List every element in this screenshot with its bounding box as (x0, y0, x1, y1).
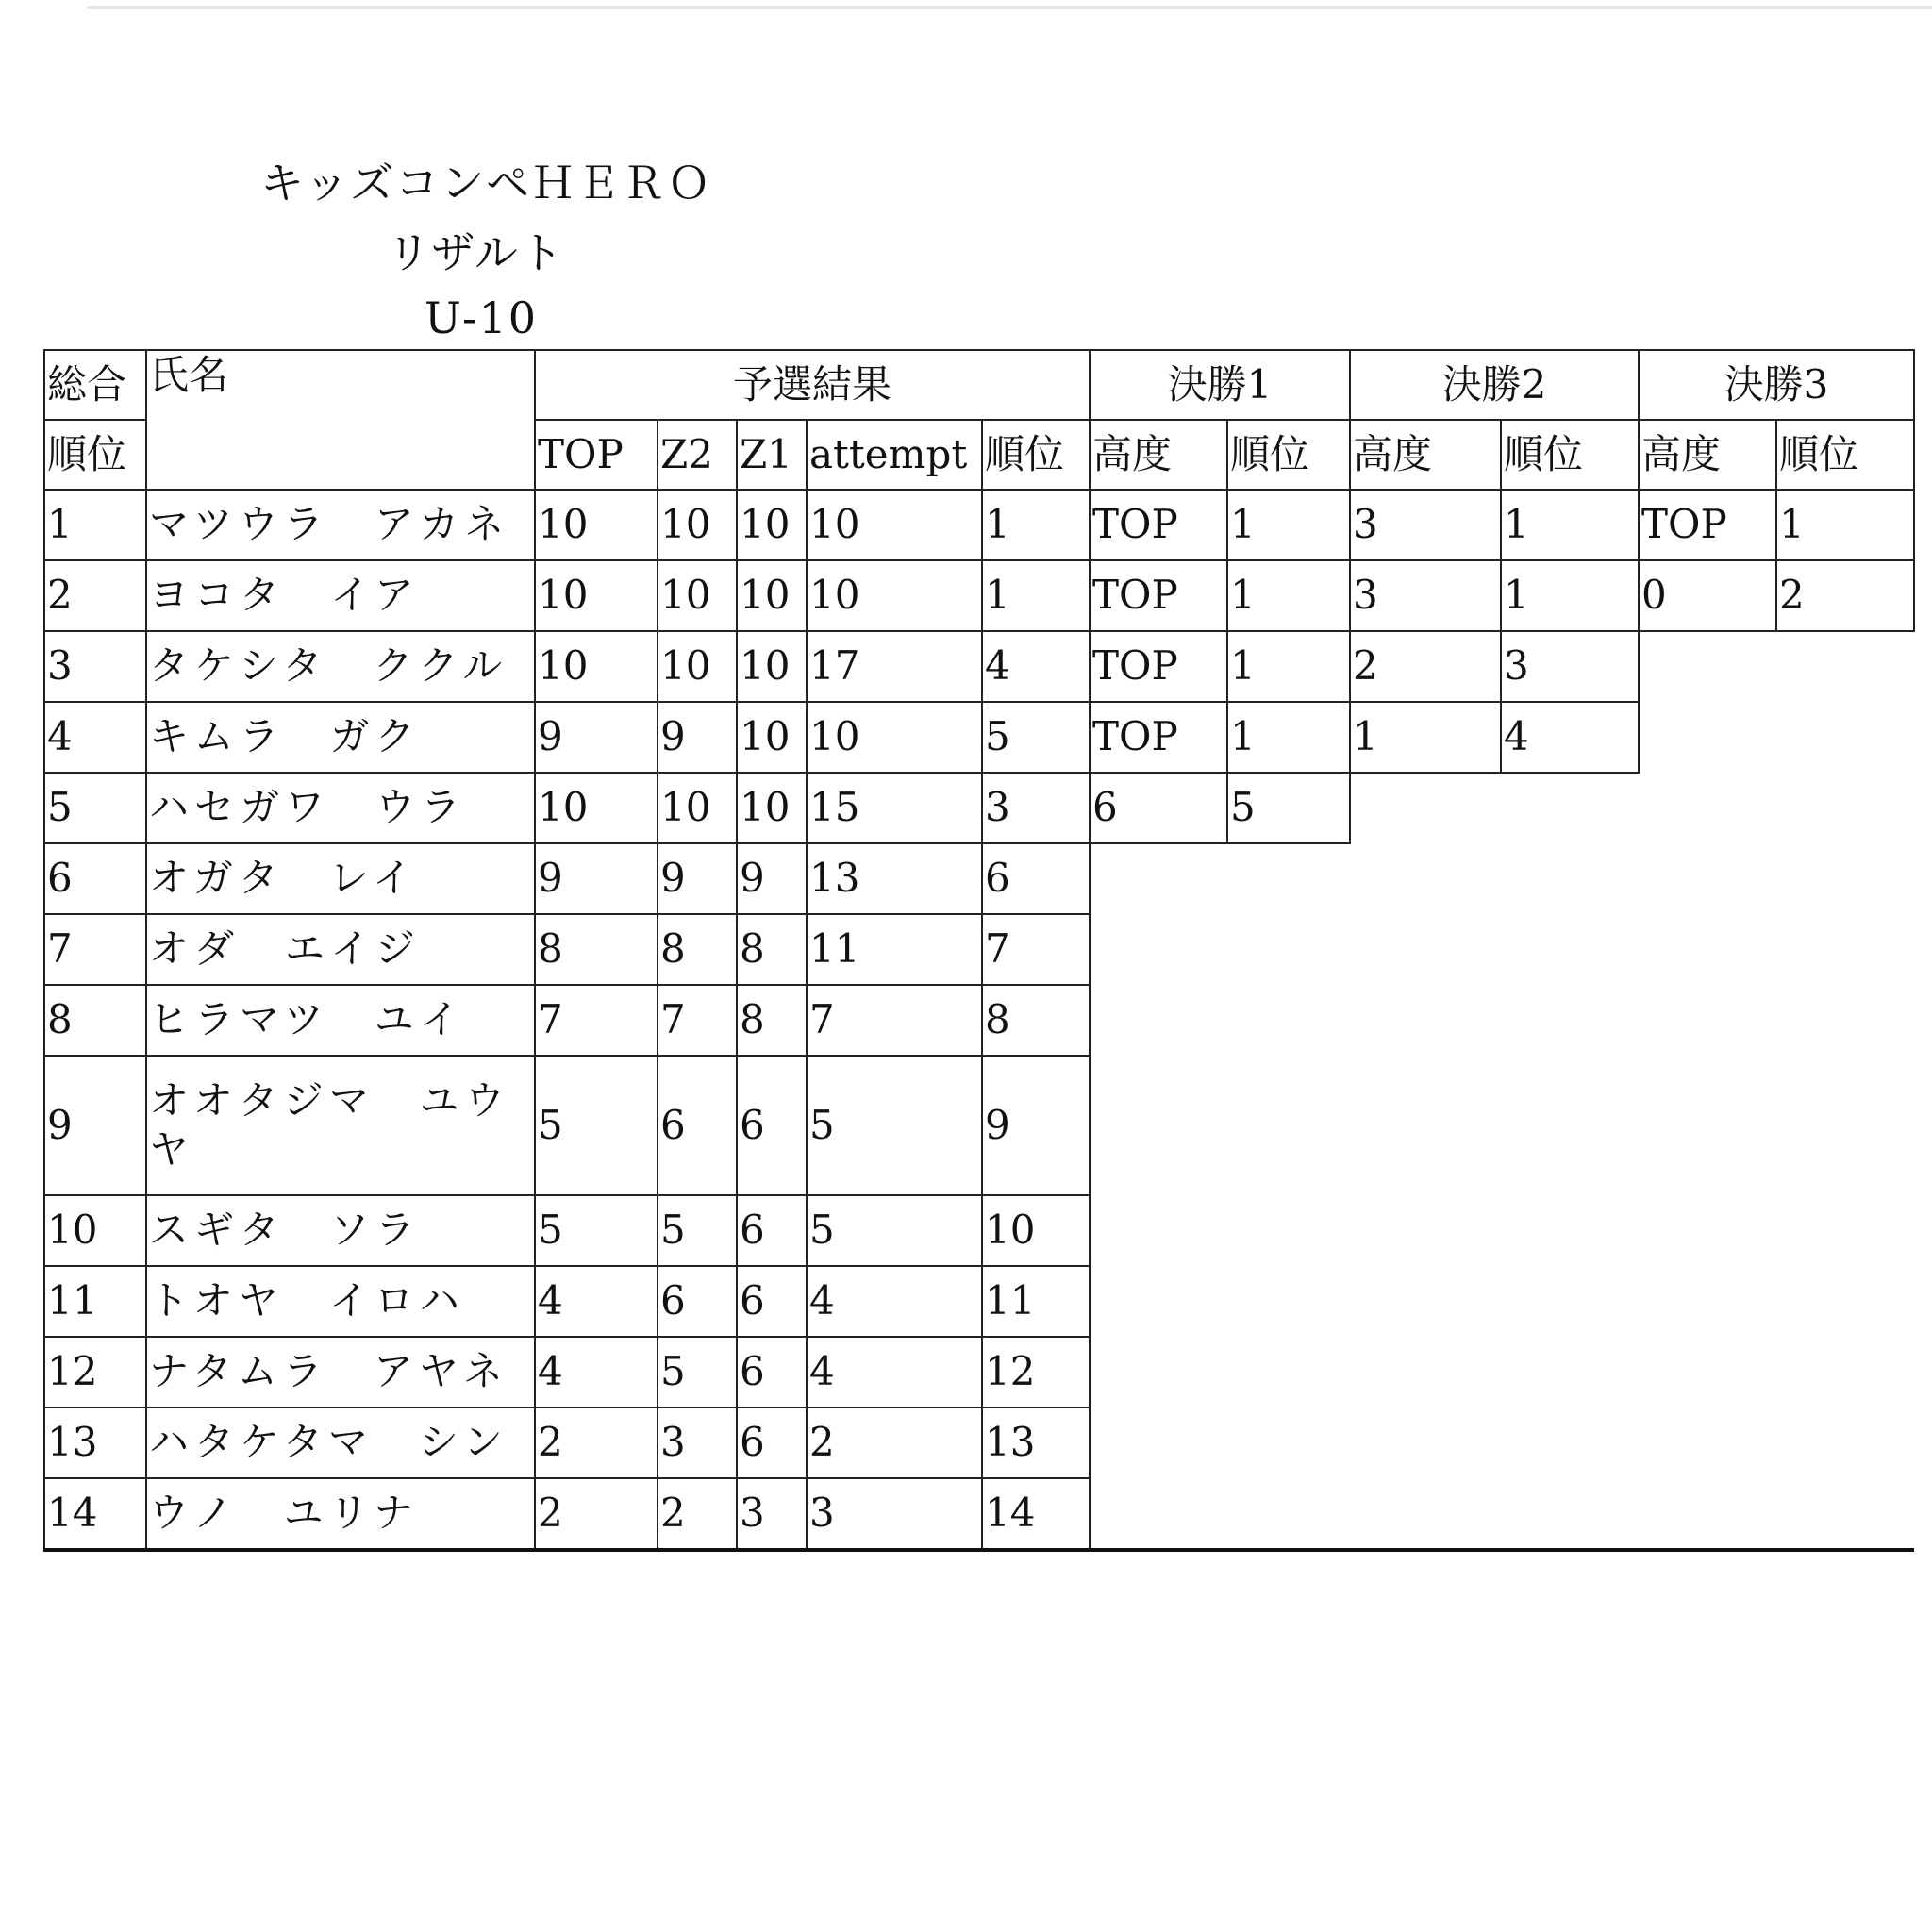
athlete-name-cell: トオヤ イロハ (146, 1266, 535, 1337)
z1-cell: 6 (737, 1195, 807, 1266)
z1-cell: 3 (737, 1478, 807, 1550)
final3-rank-cell: 1 (1776, 490, 1914, 560)
top-cell: 10 (535, 490, 658, 560)
attempt-cell: 7 (807, 985, 982, 1056)
qualifier-rank-cell: 5 (982, 702, 1090, 773)
z2-cell: 9 (658, 843, 737, 914)
z1-cell: 9 (737, 843, 807, 914)
top-cell: 10 (535, 560, 658, 631)
final3-header: 決勝3 (1639, 350, 1914, 420)
athlete-name-cell: オガタ レイ (146, 843, 535, 914)
overall-rank-cell: 7 (44, 914, 146, 985)
overall-rank-cell: 10 (44, 1195, 146, 1266)
z2-cell: 8 (658, 914, 737, 985)
athlete-name-cell: ハタケタマ シン (146, 1407, 535, 1478)
top-cell: 4 (535, 1337, 658, 1407)
final2-height-cell: 3 (1350, 490, 1501, 560)
final3-height-cell: 0 (1639, 560, 1776, 631)
z1-cell: 8 (737, 985, 807, 1056)
z2-cell: 5 (658, 1337, 737, 1407)
qualifier-rank-cell: 10 (982, 1195, 1090, 1266)
final1-rank-cell: 1 (1227, 560, 1350, 631)
z2-cell: 10 (658, 490, 737, 560)
final1-height-cell: TOP (1090, 631, 1227, 702)
z1-cell: 6 (737, 1266, 807, 1337)
z1-cell: 6 (737, 1337, 807, 1407)
qualifier-rank-cell: 1 (982, 490, 1090, 560)
overall-rank-cell: 4 (44, 702, 146, 773)
empty-cell (1090, 843, 1914, 914)
z2-header: Z2 (658, 420, 737, 490)
qualifier-rank-cell: 4 (982, 631, 1090, 702)
qualifier-header: 予選結果 (535, 350, 1090, 420)
final1-height-header: 高度 (1090, 420, 1227, 490)
name-header: 氏名 (146, 350, 535, 490)
attempt-cell: 5 (807, 1056, 982, 1195)
top-cell: 2 (535, 1478, 658, 1550)
qualifier-rank-cell: 12 (982, 1337, 1090, 1407)
qualifier-rank-header: 順位 (982, 420, 1090, 490)
z1-cell: 6 (737, 1056, 807, 1195)
athlete-name-cell: ヨコタ イア (146, 560, 535, 631)
empty-cell (1090, 914, 1914, 985)
z2-cell: 10 (658, 773, 737, 843)
attempt-cell: 15 (807, 773, 982, 843)
athlete-name-cell: ハセガワ ウラ (146, 773, 535, 843)
empty-cell (1090, 1407, 1914, 1478)
top-cell: 10 (535, 631, 658, 702)
final2-height-cell: 1 (1350, 702, 1501, 773)
empty-cell (1350, 773, 1914, 843)
qualifier-rank-cell: 1 (982, 560, 1090, 631)
final2-rank-cell: 4 (1501, 702, 1639, 773)
empty-cell (1090, 1056, 1914, 1195)
top-cell: 2 (535, 1407, 658, 1478)
overall-rank-cell: 11 (44, 1266, 146, 1337)
category-label: U-10 (425, 292, 539, 343)
overall-rank-header-top: 総合 (44, 350, 146, 420)
athlete-name-cell: ヒラマツ ユイ (146, 985, 535, 1056)
attempt-cell: 11 (807, 914, 982, 985)
z2-cell: 3 (658, 1407, 737, 1478)
final2-rank-cell: 1 (1501, 490, 1639, 560)
z1-cell: 10 (737, 702, 807, 773)
athlete-name-cell: マツウラ アカネ (146, 490, 535, 560)
attempt-cell: 3 (807, 1478, 982, 1550)
overall-rank-cell: 9 (44, 1056, 146, 1195)
z1-cell: 10 (737, 773, 807, 843)
qualifier-rank-cell: 6 (982, 843, 1090, 914)
final2-height-cell: 3 (1350, 560, 1501, 631)
athlete-name-cell: スギタ ソラ (146, 1195, 535, 1266)
final2-rank-cell: 3 (1501, 631, 1639, 702)
athlete-name-cell: ナタムラ アヤネ (146, 1337, 535, 1407)
final2-height-header: 高度 (1350, 420, 1501, 490)
overall-rank-cell: 2 (44, 560, 146, 631)
empty-cell (1090, 985, 1914, 1056)
final3-height-cell: TOP (1639, 490, 1776, 560)
athlete-name-cell: キムラ ガク (146, 702, 535, 773)
qualifier-rank-cell: 3 (982, 773, 1090, 843)
results-table (43, 349, 1915, 1552)
top-header: TOP (535, 420, 658, 490)
z1-cell: 8 (737, 914, 807, 985)
empty-cell (1639, 631, 1914, 702)
final1-height-cell: 6 (1090, 773, 1227, 843)
attempt-cell: 5 (807, 1195, 982, 1266)
top-cell: 10 (535, 773, 658, 843)
final1-height-cell: TOP (1090, 490, 1227, 560)
overall-rank-cell: 5 (44, 773, 146, 843)
qualifier-rank-cell: 14 (982, 1478, 1090, 1550)
overall-rank-cell: 12 (44, 1337, 146, 1407)
empty-cell (1090, 1195, 1914, 1266)
empty-cell (1639, 702, 1914, 773)
final1-header: 決勝1 (1090, 350, 1350, 420)
overall-rank-cell: 6 (44, 843, 146, 914)
final2-rank-header: 順位 (1501, 420, 1639, 490)
attempt-cell: 13 (807, 843, 982, 914)
final2-header: 決勝2 (1350, 350, 1639, 420)
athlete-name-cell: オダ エイジ (146, 914, 535, 985)
z1-header: Z1 (737, 420, 807, 490)
z2-cell: 6 (658, 1056, 737, 1195)
final1-rank-header: 順位 (1227, 420, 1350, 490)
overall-rank-cell: 3 (44, 631, 146, 702)
z1-cell: 10 (737, 631, 807, 702)
attempt-cell: 10 (807, 702, 982, 773)
overall-rank-cell: 8 (44, 985, 146, 1056)
z1-cell: 10 (737, 560, 807, 631)
z2-cell: 10 (658, 631, 737, 702)
final3-rank-cell: 2 (1776, 560, 1914, 631)
z2-cell: 7 (658, 985, 737, 1056)
final1-rank-cell: 5 (1227, 773, 1350, 843)
z2-cell: 5 (658, 1195, 737, 1266)
top-cell: 5 (535, 1056, 658, 1195)
final3-height-header: 高度 (1639, 420, 1776, 490)
attempt-cell: 4 (807, 1337, 982, 1407)
athlete-name-cell: ウノ ユリナ (146, 1478, 535, 1550)
top-cell: 9 (535, 843, 658, 914)
qualifier-rank-cell: 11 (982, 1266, 1090, 1337)
z2-cell: 2 (658, 1478, 737, 1550)
final1-rank-cell: 1 (1227, 490, 1350, 560)
attempt-cell: 10 (807, 490, 982, 560)
z1-cell: 10 (737, 490, 807, 560)
top-cell: 4 (535, 1266, 658, 1337)
final2-height-cell: 2 (1350, 631, 1501, 702)
final1-rank-cell: 1 (1227, 702, 1350, 773)
final1-rank-cell: 1 (1227, 631, 1350, 702)
qualifier-rank-cell: 13 (982, 1407, 1090, 1478)
top-cell: 7 (535, 985, 658, 1056)
final1-height-cell: TOP (1090, 560, 1227, 631)
qualifier-rank-cell: 7 (982, 914, 1090, 985)
attempt-cell: 2 (807, 1407, 982, 1478)
overall-rank-cell: 13 (44, 1407, 146, 1478)
attempt-cell: 17 (807, 631, 982, 702)
final3-rank-header: 順位 (1776, 420, 1914, 490)
top-divider (87, 6, 1932, 9)
z2-cell: 6 (658, 1266, 737, 1337)
top-cell: 5 (535, 1195, 658, 1266)
attempt-cell: 10 (807, 560, 982, 631)
overall-rank-cell: 1 (44, 490, 146, 560)
qualifier-rank-cell: 9 (982, 1056, 1090, 1195)
attempt-cell: 4 (807, 1266, 982, 1337)
final2-rank-cell: 1 (1501, 560, 1639, 631)
top-cell: 9 (535, 702, 658, 773)
overall-rank-cell: 14 (44, 1478, 146, 1550)
empty-cell (1090, 1337, 1914, 1407)
empty-cell (1090, 1478, 1914, 1550)
z1-cell: 6 (737, 1407, 807, 1478)
top-cell: 8 (535, 914, 658, 985)
final1-height-cell: TOP (1090, 702, 1227, 773)
athlete-name-cell: タケシタ ククル (146, 631, 535, 702)
qualifier-rank-cell: 8 (982, 985, 1090, 1056)
athlete-name-cell: オオタジマ ユウヤ (146, 1056, 535, 1195)
z2-cell: 10 (658, 560, 737, 631)
z2-cell: 9 (658, 702, 737, 773)
overall-rank-header-bottom: 順位 (44, 420, 146, 490)
empty-cell (1090, 1266, 1914, 1337)
event-title: キッズコンペＨＥＲＯ (260, 158, 713, 208)
attempt-header: attempt (807, 420, 982, 490)
results-subtitle: リザルト (387, 227, 565, 278)
